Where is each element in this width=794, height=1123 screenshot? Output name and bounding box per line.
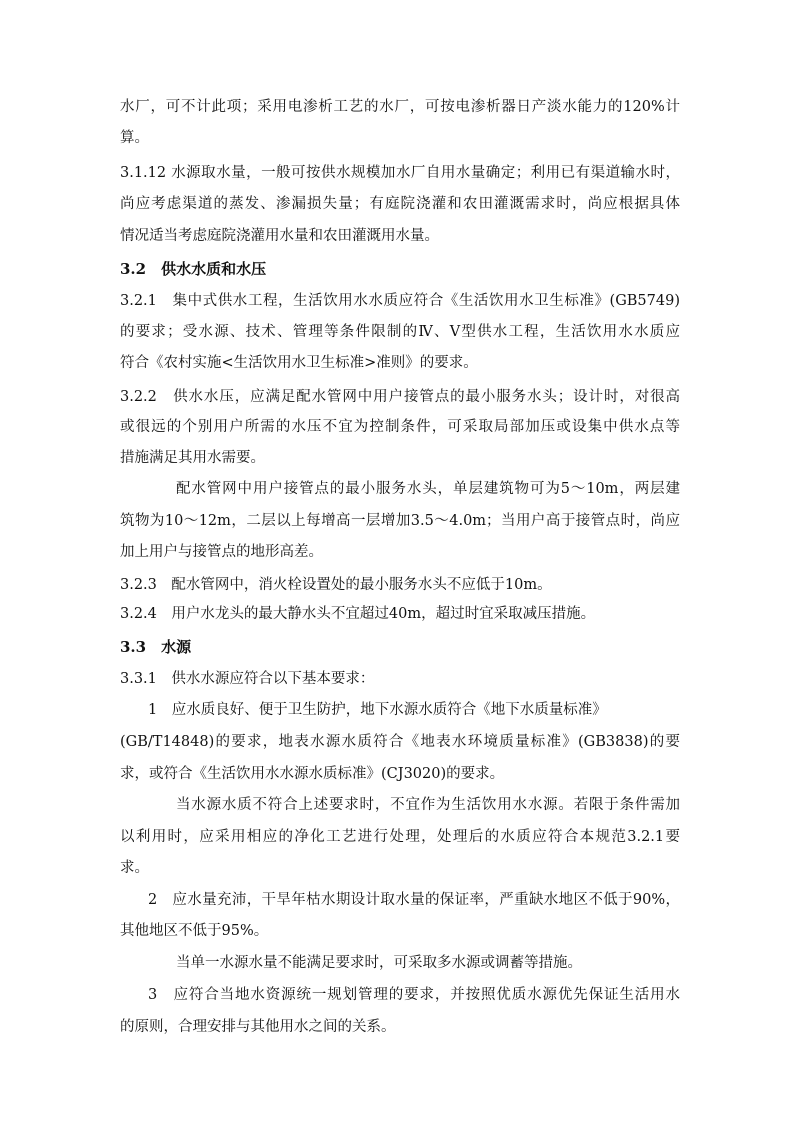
text-line: 情况适当考虑庭院浇灌用水量和农田灌溉用水量。 xyxy=(120,228,439,244)
text-line: 以利用时，应采用相应的净化工艺进行处理，处理后的水质应符合本规范3.2.1要 xyxy=(120,829,680,845)
text-line: 的原则，合理安排与其他用水之间的关系。 xyxy=(120,1019,396,1035)
clause-3-2-2: 3.2.2 供水水压，应满足配水管网中用户接管点的最小服务水头；设计时，对很高 xyxy=(120,389,680,405)
text-line: 当水源水质不符合上述要求时，不宜作为生活饮用水水源。若限于条件需加 xyxy=(176,797,680,813)
clause-3-2-3: 3.2.3 配水管网中，消火栓设置处的最小服务水头不应低于10m。 xyxy=(120,577,552,593)
text-line: 加上用户与接管点的地形高差。 xyxy=(120,544,323,560)
text-line: 水厂，可不计此项；采用电渗析工艺的水厂，可按电渗析器日产淡水能力的120%计 xyxy=(120,99,680,115)
text-line: 当单一水源水量不能满足要求时，可采取多水源或调蓄等措施。 xyxy=(176,955,582,971)
text-line: 尚应考虑渠道的蒸发、渗漏损失量；有庭院浇灌和农田灌溉需求时，尚应根据具体 xyxy=(120,196,680,212)
text-line: 措施满足其用水需要。 xyxy=(120,450,265,466)
text-line: 求。 xyxy=(120,860,149,876)
clause-3-3-1: 3.3.1 供水水源应符合以下基本要求： xyxy=(120,671,375,687)
text-line: 或很远的个别用户所需的水压不宜为控制条件，可采取局部加压或设集中供水点等 xyxy=(120,419,680,435)
list-item-1: 1 应水质良好、便于卫生防护，地下水源水质符合《地下水质量标准》 xyxy=(148,702,607,718)
text-line: 筑物为10～12m，二层以上每增高一层增加3.5～4.0m；当用户高于接管点时，尚应 xyxy=(120,513,680,529)
text-line: 其他地区不低于95%。 xyxy=(120,923,269,939)
section-heading-3-2: 3.2 供水水质和水压 xyxy=(120,260,267,278)
clause-3-2-1: 3.2.1 集中式供水工程，生活饮用水水质应符合《生活饮用水卫生标准》(GB5749) xyxy=(120,293,680,309)
text-line: (GB/T14848)的要求，地表水源水质符合《地表水环境质量标准》(GB3838)的要 xyxy=(120,734,680,750)
text-line: 配水管网中用户接管点的最小服务水头，单层建筑物可为5～10m，两层建 xyxy=(176,481,680,497)
clause-3-1-12: 3.1.12 水源取水量，一般可按供水规模加水厂自用水量确定；利用已有渠道输水时， xyxy=(120,165,680,181)
text-line: 的要求；受水源、技术、管理等条件限制的Ⅳ、Ⅴ型供水工程，生活饮用水水质应 xyxy=(120,324,680,340)
text-line: 算。 xyxy=(120,130,149,146)
text-line: 符合《农村实施<生活饮用水卫生标准>准则》的要求。 xyxy=(120,355,478,371)
list-item-3: 3 应符合当地水资源统一规划管理的要求，并按照优质水源优先保证生活用水 xyxy=(148,987,680,1003)
text-line: 求，或符合《生活饮用水水源水质标准》(CJ3020)的要求。 xyxy=(120,766,505,782)
section-heading-3-3: 3.3 水源 xyxy=(120,638,192,656)
clause-3-2-4: 3.2.4 用户水龙头的最大静水头不宜超过40m，超过时宜采取减压措施。 xyxy=(120,606,596,622)
list-item-2: 2 应水量充沛，干旱年枯水期设计取水量的保证率，严重缺水地区不低于90%， xyxy=(148,892,680,908)
